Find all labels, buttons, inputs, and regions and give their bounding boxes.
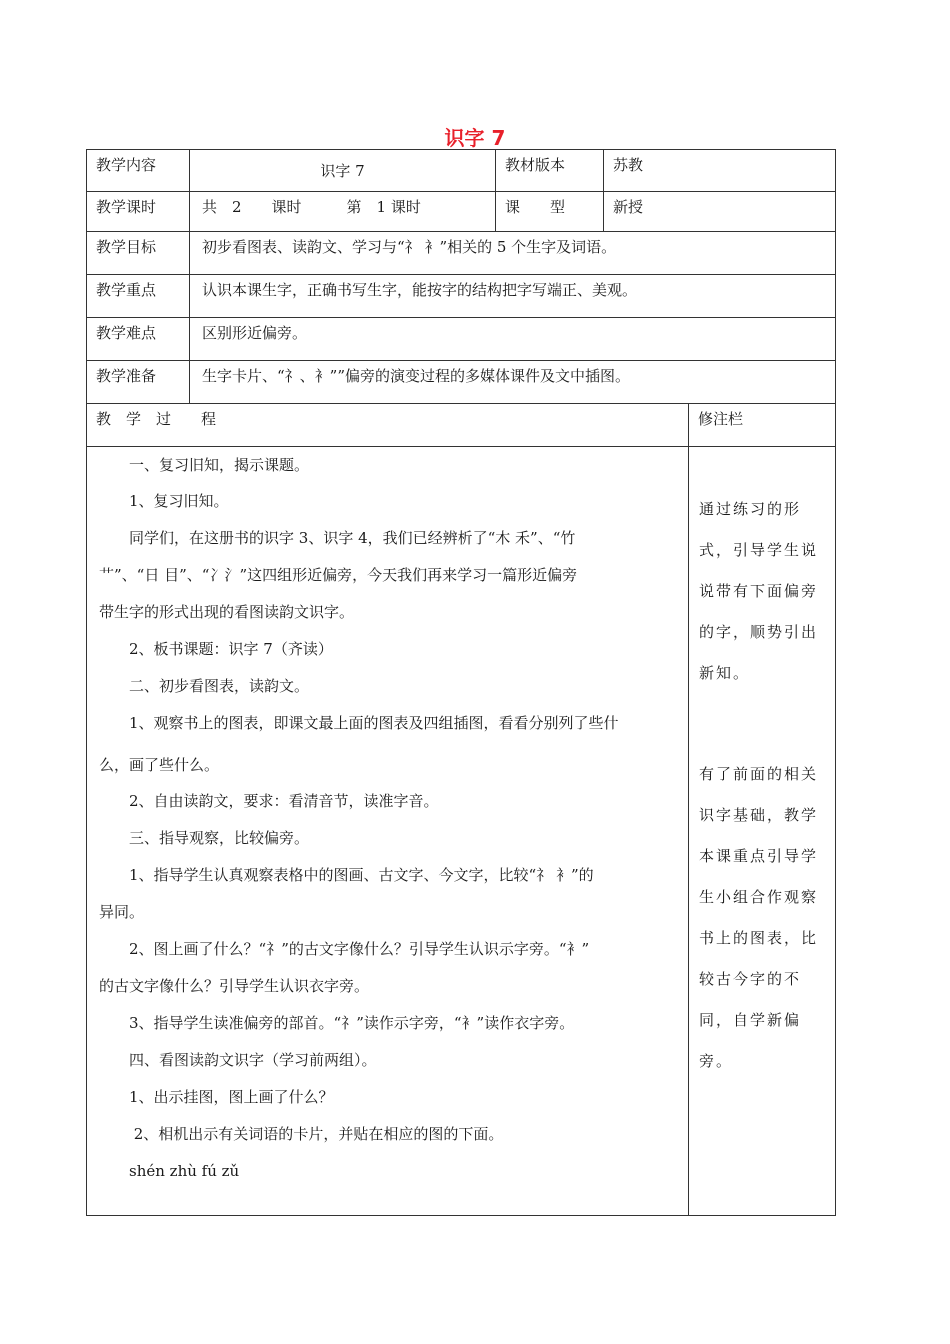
process-line: 带生字的形式出现的看图读韵文识字。 [99, 603, 355, 621]
process-line: 二、初步看图表，读韵文。 [129, 677, 310, 695]
label-content: 教学内容 [86, 149, 190, 192]
value-textbook: 苏教 [604, 149, 836, 192]
process-line: 2、图上画了什么？“礻”的古文字像什么？引导学生认识示字旁。“衤” [129, 940, 590, 958]
process-line: 2、自由读韵文，要求：看清音节，读准字音。 [129, 792, 439, 810]
note-line: 通过练习的形 [699, 500, 802, 518]
label-hours: 教学课时 [86, 192, 190, 232]
process-line: 同学们，在这册书的识字 3、识字 4，我们已经辨析了“木 禾”、“竹 [129, 529, 576, 547]
process-line: 艹”、“日 目”、“冫氵”这四组形近偏旁，今天我们再来学习一篇形近偏旁 [99, 566, 578, 584]
process-line: 异同。 [99, 903, 145, 921]
note-line: 较古今字的不 [699, 970, 802, 988]
label-textbook: 教材版本 [496, 149, 604, 192]
note-line: 识字基础，教学 [699, 806, 819, 824]
label-goal: 教学目标 [86, 232, 190, 275]
notes-body [689, 447, 836, 1216]
notes-header: 修注栏 [689, 404, 836, 447]
note-line: 生小组合作观察 [699, 888, 819, 906]
value-focus: 认识本课生字，正确书写生字，能按字的结构把字写端正、美观。 [190, 275, 836, 318]
process-line: 2、板书课题：识字 7（齐读） [129, 640, 333, 658]
process-line: 1、指导学生认真观察表格中的图画、古文字、今文字，比较“礻 衤”的 [129, 866, 594, 884]
note-line: 新知。 [699, 664, 751, 682]
process-body [86, 447, 689, 1216]
process-line: 一、复习旧知，揭示课题。 [129, 456, 310, 474]
note-line: 旁。 [699, 1052, 734, 1070]
note-line: 有了前面的相关 [699, 765, 819, 783]
note-line: 同，自学新偏 [699, 1011, 802, 1029]
label-difficulty: 教学难点 [86, 318, 190, 361]
value-goal: 初步看图表、读韵文、学习与“礻 衤”相关的 5 个生字及词语。 [190, 232, 836, 275]
page-title: 识字 7 [444, 126, 506, 150]
note-line: 式，引导学生说 [699, 541, 819, 559]
value-type: 新授 [604, 192, 836, 232]
value-difficulty: 区别形近偏旁。 [190, 318, 836, 361]
process-line: 的古文字像什么？引导学生认识衣字旁。 [99, 977, 370, 995]
process-line: 四、看图读韵文识字（学习前两组）。 [129, 1051, 377, 1069]
value-hours: 共 2 课时 第 1 课时 [190, 192, 496, 232]
process-header: 教 学 过 程 [86, 404, 689, 447]
note-line [699, 735, 825, 754]
note-line: 本课重点引导学 [699, 847, 819, 865]
label-preparation: 教学准备 [86, 361, 190, 404]
note-line: 书上的图表，比 [699, 929, 819, 947]
note-line: 说带有下面偏旁 [699, 582, 819, 600]
value-content: 识字 7 [190, 149, 496, 192]
note-line [699, 694, 825, 735]
process-line: 么，画了些什么。 [99, 756, 220, 774]
value-preparation: 生字卡片、“礻、衤””偏旁的演变过程的多媒体课件及文中插图。 [190, 361, 836, 404]
label-type: 课 型 [496, 192, 604, 232]
process-line: shén zhù fú zǔ [129, 1162, 240, 1180]
lesson-plan-table [86, 149, 836, 1216]
process-line: 1、出示挂图，图上画了什么？ [129, 1088, 334, 1106]
process-line: 1、观察书上的图表，即课文最上面的图表及四组插图，看看分别列了些什 [129, 714, 619, 732]
process-line: 2、相机出示有关词语的卡片，并贴在相应的图的下面。 [129, 1125, 504, 1143]
process-line: 1、复习旧知。 [129, 492, 229, 510]
note-line: 的字，顺势引出 [699, 623, 819, 641]
process-line: 3、指导学生读准偏旁的部首。“礻”读作示字旁，“衤”读作衣字旁。 [129, 1014, 575, 1032]
process-line: 三、指导观察，比较偏旁。 [129, 829, 310, 847]
label-focus: 教学重点 [86, 275, 190, 318]
